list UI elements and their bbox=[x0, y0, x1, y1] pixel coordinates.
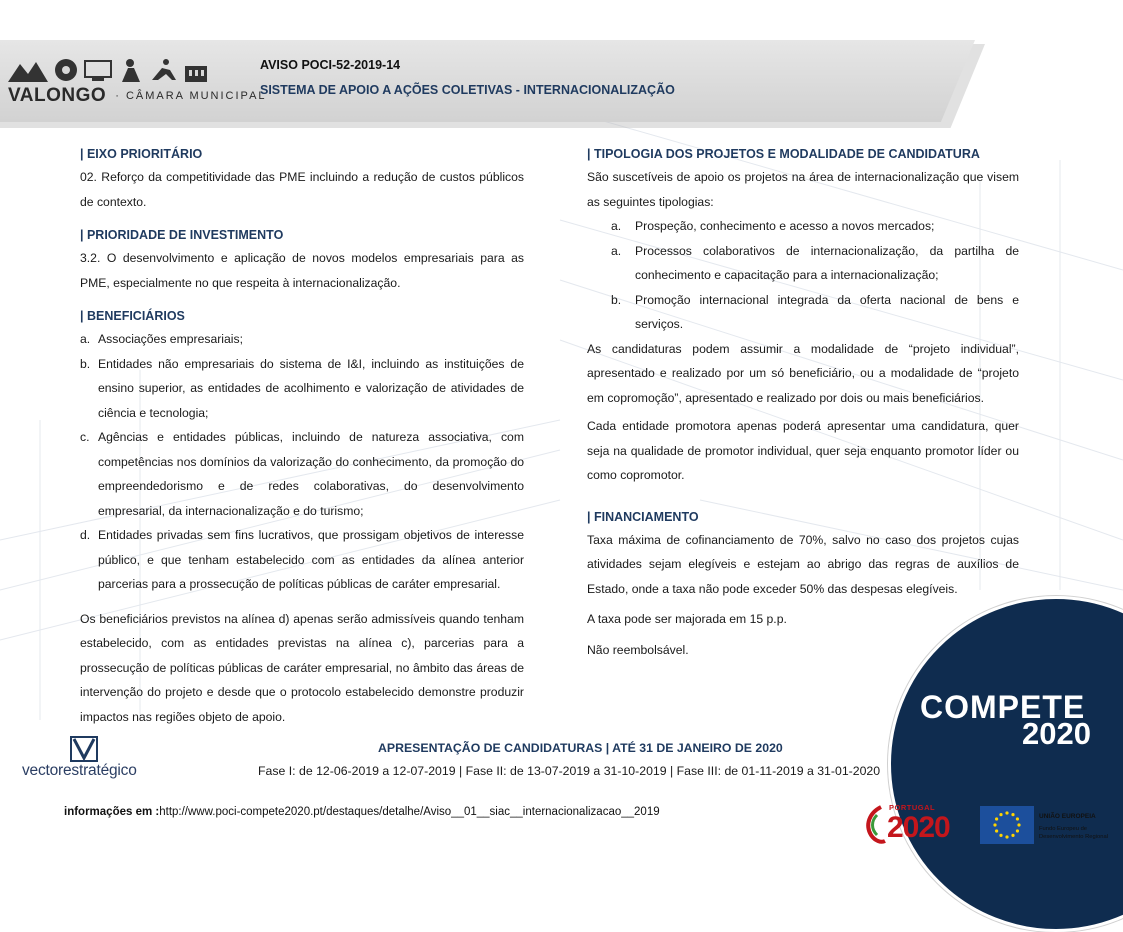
info-url-link[interactable]: http://www.poci-compete2020.pt/destaques/detalhe/Aviso__01__siac__internacionalizacao__2019 bbox=[159, 806, 660, 818]
wheel-icon bbox=[54, 58, 78, 82]
left-column bbox=[80, 143, 524, 739]
financiamento-paragraph-1: Taxa máxima de cofinanciamento de 70%, salvo no caso dos projetos cujas atividades sejam elegíveis e estejam ao abrigo das regras de auxílios de Estado, onde a taxa não pode exceder 50% das despesas elegíveis. bbox=[587, 532, 1019, 596]
prioridade-heading: | PRIORIDADE DE INVESTIMENTO bbox=[80, 228, 284, 242]
prioridade-text: 3.2. O desenvolvimento e aplicação de novos modelos empresariais para as PME, especialmente no que respeita à internacionalização. bbox=[80, 251, 524, 290]
vector-name: vectorestratégico bbox=[22, 762, 137, 779]
list-item bbox=[80, 327, 524, 352]
municipality-label: VALONGO bbox=[8, 85, 107, 106]
aviso-title: AVISO POCI-52-2019-14 bbox=[260, 58, 401, 72]
tipologia-paragraph-2: Cada entidade promotora apenas poderá apresentar uma candidatura, quer seja na qualidade de promotor individual, quer seja enquanto promotor líder ou como copromotor. bbox=[587, 419, 1019, 482]
tipologia-list bbox=[587, 214, 1019, 337]
list-marker: a. bbox=[80, 332, 91, 346]
list-item-text: Entidades privadas sem fins lucrativos, que prossigam objetivos de interesse público, e que tenham estabelecido com as entidades da alínea anterior parcerias para a prossecução de políticas públicas de caráter empresarial. bbox=[98, 528, 524, 591]
beneficiarios-note: Os beneficiários previstos na alínea d) apenas serão admissíveis quando tenham estabelecido, com as entidades previstas na alínea c), parcerias para a prossecução de políticas públicas de caráter empresarial, no âmbito das áreas de intervenção do projeto e desde que o protocolo estabelecido demonstre produzir impactos nas regiões objeto de apoio. bbox=[80, 611, 524, 724]
list-item-text: Processos colaborativos de internacionalização, da partilha de conhecimento e capacitação para a internacionalização; bbox=[635, 243, 1019, 282]
list-marker: b. bbox=[611, 292, 622, 307]
list-marker: a. bbox=[611, 243, 622, 258]
list-item bbox=[80, 425, 524, 523]
beneficiarios-list bbox=[80, 327, 524, 597]
right-column bbox=[587, 143, 1019, 672]
portugal-year: 2020 bbox=[887, 811, 950, 844]
list-item bbox=[80, 523, 524, 597]
screen-icon bbox=[84, 60, 112, 82]
municipality-name: VALONGO · CÂMARA MUNICIPAL bbox=[8, 85, 267, 106]
tipologia-intro: São suscetíveis de apoio os projetos na área de internacionalização que visem as seguintes tipologias: bbox=[587, 170, 1019, 209]
runner-icon bbox=[150, 58, 178, 82]
list-item-text: Associações empresariais; bbox=[98, 332, 243, 346]
eu-flag-icon bbox=[980, 806, 1034, 844]
list-item-text: Agências e entidades públicas, incluindo de natureza associativa, com competências nos domínios da valorização do conhecimento, da promoção do empreendedorismo e de redes colaborativas, do desenvolvimento empresarial, da internacionalização e do turismo; bbox=[98, 430, 524, 518]
candidaturas-fases: Fase I: de 12-06-2019 a 12-07-2019 | Fase II: de 13-07-2019 a 31-10-2019 | Fase III: de 01-11-2019 a 31-01-2020 bbox=[258, 764, 881, 778]
eixo-heading: | EIXO PRIORITÁRIO bbox=[80, 147, 203, 161]
spacer bbox=[587, 498, 1019, 506]
portugal-2020-logo bbox=[863, 803, 968, 847]
valongo-logo bbox=[8, 56, 267, 106]
building-icon bbox=[184, 60, 208, 82]
tipologia-heading: | TIPOLOGIA DOS PROJETOS E MODALIDADE DE CANDIDATURA bbox=[587, 147, 980, 161]
list-item bbox=[587, 288, 1019, 337]
beneficiarios-heading: | BENEFICIÁRIOS bbox=[80, 309, 185, 323]
compete-word: COMPETE bbox=[920, 689, 1086, 725]
eixo-text: 02. Reforço da competitividade das PME incluindo a redução de custos públicos de contexto. bbox=[80, 170, 524, 209]
mountains-icon bbox=[8, 60, 48, 82]
list-item-text: Prospeção, conhecimento e acesso a novos mercados; bbox=[635, 219, 935, 233]
candidaturas-title: APRESENTAÇÃO DE CANDIDATURAS | ATÉ 31 DE JANEIRO DE 2020 bbox=[378, 741, 783, 755]
list-marker: a. bbox=[611, 219, 622, 233]
municipality-sub-label: CÂMARA MUNICIPAL bbox=[125, 90, 267, 102]
financiamento-paragraph-2: A taxa pode ser majorada em 15 p.p. bbox=[587, 612, 787, 626]
tipologia-paragraph-1: As candidaturas podem assumir a modalidade de “projeto individual”, apresentado e realizado por um só beneficiário, ou a modalidade de “projeto em copromoção”, apresentado e realizado por dois ou mais beneficiários. bbox=[587, 341, 1019, 405]
financiamento-heading: | FINANCIAMENTO bbox=[587, 509, 699, 524]
eu-stars-icon bbox=[980, 806, 1034, 844]
list-item bbox=[80, 352, 524, 426]
info-label: informações em : bbox=[64, 806, 160, 818]
eu-text bbox=[1039, 812, 1121, 841]
logo-icons bbox=[8, 56, 238, 82]
list-item bbox=[587, 214, 1019, 239]
financiamento-paragraph-3: Não reembolsável. bbox=[587, 642, 689, 657]
eu-title: UNIÃO EUROPEIA bbox=[1039, 813, 1096, 820]
vector-mark-icon bbox=[70, 736, 98, 762]
list-marker: d. bbox=[80, 528, 91, 542]
portugal-label: PORTUGAL bbox=[889, 803, 936, 812]
figure-icon bbox=[118, 58, 144, 82]
list-marker: b. bbox=[80, 356, 91, 371]
compete-year: 2020 bbox=[1022, 716, 1091, 751]
sistema-title: SISTEMA DE APOIO A AÇÕES COLETIVAS - INTERNACIONALIZAÇÃO bbox=[260, 83, 675, 97]
list-item-text: Entidades não empresariais do sistema de I&I, incluindo as instituições de ensino superior, as entidades de acolhimento e valorização de atividades de ciência e tecnologia; bbox=[98, 356, 524, 420]
portugal-swirl-icon bbox=[863, 805, 887, 845]
eu-fund: Fundo Europeu de Desenvolvimento Regional bbox=[1039, 826, 1108, 840]
list-item bbox=[587, 239, 1019, 288]
list-marker: c. bbox=[80, 430, 90, 444]
list-item-text: Promoção internacional integrada da oferta nacional de bens e serviços. bbox=[635, 292, 1019, 331]
info-line bbox=[64, 806, 660, 818]
